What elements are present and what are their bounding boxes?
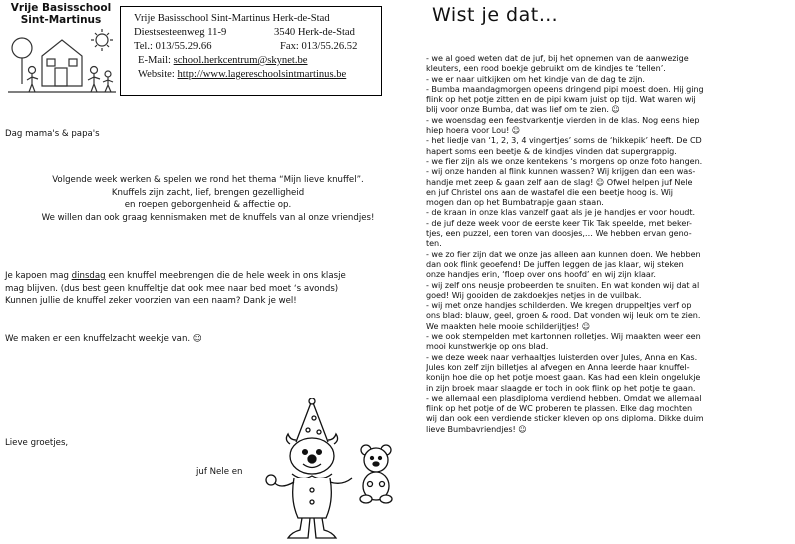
kapoen-post: een knuffel meebrengen die de hele week in ons klasje <box>105 271 346 281</box>
logo-line2: Sint-Martinus <box>20 14 102 26</box>
week-line: We maken er een knuffelzacht weekje van. ☺ <box>5 334 202 344</box>
list-item-line: ten. <box>426 238 442 249</box>
school-logo <box>2 2 120 102</box>
letter-greeting: Dag mama's & papa's <box>5 129 100 139</box>
school-name: Vrije Basisschool Sint-Martinus Herk-de-Stad <box>134 13 330 24</box>
email-label: E-Mail: <box>138 55 171 66</box>
list-item <box>426 280 794 301</box>
email-link[interactable]: school.herkcentrum@skynet.be <box>173 55 308 66</box>
list-item-line: - wij onze handen al flink kunnen wassen? Wij krijgen dan een was- <box>426 166 696 177</box>
list-item <box>426 74 794 84</box>
list-item-line: We maakten hele mooie schilderijtjes! ☺ <box>426 320 591 331</box>
wist-je-dat-list <box>426 53 794 434</box>
children-drawing-icon <box>2 26 120 98</box>
kapoen-line <box>5 270 346 283</box>
list-item-line: - Bumba maandagmorgen opeens dringend pipi moest doen. Hij ging <box>426 83 704 94</box>
list-item-line: dan ook flink geoefend! De juffen leggen de jas klaar, wij steken <box>426 258 684 269</box>
list-item <box>426 135 794 156</box>
list-item <box>426 218 794 249</box>
list-item-line: - we woensdag een feestvarkentje vierden in de klas. Nog eens hiep <box>426 114 700 125</box>
list-item <box>426 393 794 434</box>
address-city: 3540 Herk-de-Stad <box>274 27 355 38</box>
list-item <box>426 331 794 352</box>
list-item-line: in zijn broek maar slaagde er toch in ook flink op het potje te gaan. <box>426 382 696 393</box>
list-item-line: - we fier zijn als we onze kentekens ‘s morgens op onze foto hangen. <box>426 155 703 166</box>
list-item-line: hapert soms een beetje & de kindjes vinden dat supergrappig. <box>426 145 677 156</box>
list-item <box>426 84 794 115</box>
list-item-line: tjes, een puzzel, een toren van doosjes,… We hebben ervan geno- <box>426 228 692 239</box>
list-item <box>426 207 794 217</box>
list-item-line: flink op het potje zitten en de pipi kwam juist op tijd. Wat waren wij <box>426 94 696 105</box>
list-item <box>426 300 794 331</box>
list-item-line: - we zo fier zijn dat we onze jas alleen aan kunnen doen. We hebben <box>426 248 701 259</box>
logo-line1: Vrije Basisschool <box>10 2 112 14</box>
kapoen-paragraph <box>5 270 346 308</box>
list-item-line: handje met zeep & gaan zelf aan de slag! ☺ Ofwel helpen juf Nele <box>426 176 693 187</box>
school-contact-box <box>120 6 382 96</box>
kapoen-line: mag blijven. (dus best geen knuffeltje dat ook mee naar bed moet ‘s avonds) <box>5 283 339 294</box>
website-label: Website: <box>138 69 175 80</box>
list-item-line: - we er naar uitkijken om het kindje van de dag te zijn. <box>426 73 645 84</box>
theme-intro-line: Knuffels zijn zacht, lief, brengen gezelligheid <box>111 187 305 198</box>
list-item-line: mogen dan op het Bumbatrapje gaan staan. <box>426 197 604 208</box>
list-item-line: - wij zelf ons neusje probeerden te snuiten. En wat konden wij dat al <box>426 279 700 290</box>
theme-intro <box>0 174 416 224</box>
kapoen-day: dinsdag <box>71 271 106 281</box>
list-item-line: - we al goed weten dat de juf, bij het opnemen van de aanwezige <box>426 53 689 63</box>
list-item-line: mooi kunstwerkje op ons blad. <box>426 341 549 352</box>
list-item <box>426 115 794 136</box>
list-item-line: onze handjes erin, ‘floep over ons hoofd’ en wij zijn klaar. <box>426 269 656 280</box>
list-item <box>426 156 794 166</box>
theme-intro-line: en roepen geborgenheid & affectie op. <box>124 200 292 211</box>
address-street: Diestsesteenweg 11-9 <box>134 27 227 38</box>
kapoen-line: Kunnen jullie de knuffel zeker voorzien van een naam? Dank je wel! <box>5 296 297 307</box>
phone-number: Tel.: 013/55.29.66 <box>134 41 212 52</box>
bumba-clown-drawing-icon <box>262 398 402 542</box>
list-item <box>426 166 794 207</box>
list-item-line: - we deze week naar verhaaltjes luisterden over Jules, Anna en Kas. <box>426 351 698 362</box>
kapoen-pre: Je kapoen mag <box>5 271 72 281</box>
list-item <box>426 352 794 393</box>
list-item-line: goed! Wij gooiden de zakdoekjes netjes in de vuilbak. <box>426 289 642 300</box>
list-item-line: flink op het potje of de WC proberen te plassen. Elke dag mochten <box>426 403 693 414</box>
list-item-line: hiep hoera voor Lou! ☺ <box>426 125 521 136</box>
list-item-line: wij dan ook een verdiende sticker kleven op ons diploma. Dikke duim <box>426 413 704 424</box>
list-item <box>426 249 794 280</box>
list-item-line: blij voor onze Bumba, dat was lief om te zien. ☺ <box>426 104 620 115</box>
list-item-line: konijn hoe die op het potje moest gaan. Kas had een klein ongelukje <box>426 372 701 383</box>
theme-intro-line: Volgende week werken & spelen we rond het thema “Mijn lieve knuffel”. <box>52 175 364 185</box>
list-item-line: - de juf deze week voor de eerste keer Tik Tak speelde, met beker- <box>426 217 692 228</box>
theme-intro-line: We willen dan ook graag kennismaken met de knuffels van al onze vriendjes! <box>41 212 375 223</box>
list-item-line: Jules kon zelf zijn billetjes al afvegen en Anna leerde haar knuffel- <box>426 361 690 372</box>
list-item-line: ons blad: blauw, geel, groen & rood. Dat vonden wij leuk om te zien. <box>426 310 701 321</box>
list-item-line: - het liedje van ‘1, 2, 3, 4 vingertjes’ soms de ‘hikkepik’ heeft. De CD <box>426 135 702 146</box>
list-item-line: - we allemaal een plasdiploma verdiend hebben. Omdat we allemaal <box>426 392 702 403</box>
wist-je-dat-title: Wist je dat… <box>432 4 559 26</box>
website-link[interactable]: http://www.lagereschoolsintmartinus.be <box>177 69 347 80</box>
fax-number: Fax: 013/55.26.52 <box>280 41 358 52</box>
list-item-line: kleuters, een rood boekje gebruikt om de kindjes te ‘tellen’. <box>426 63 666 74</box>
list-item-line: - we ook stempelden met kartonnen rolletjes. Wij maakten weer een <box>426 331 701 342</box>
closing: Lieve groetjes, <box>5 438 69 448</box>
list-item <box>426 53 794 74</box>
list-item-line: - wij met onze handjes schilderden. We kregen druppeltjes verf op <box>426 300 692 311</box>
list-item-line: lieve Bumbavriendjes! ☺ <box>426 423 527 434</box>
signature: juf Nele en <box>196 467 243 477</box>
list-item-line: - de kraan in onze klas vanzelf gaat als je je handjes er voor houdt. <box>426 207 696 218</box>
list-item-line: en juf Christel ons aan de wastafel die een beetje hoog is. Wij <box>426 186 673 197</box>
